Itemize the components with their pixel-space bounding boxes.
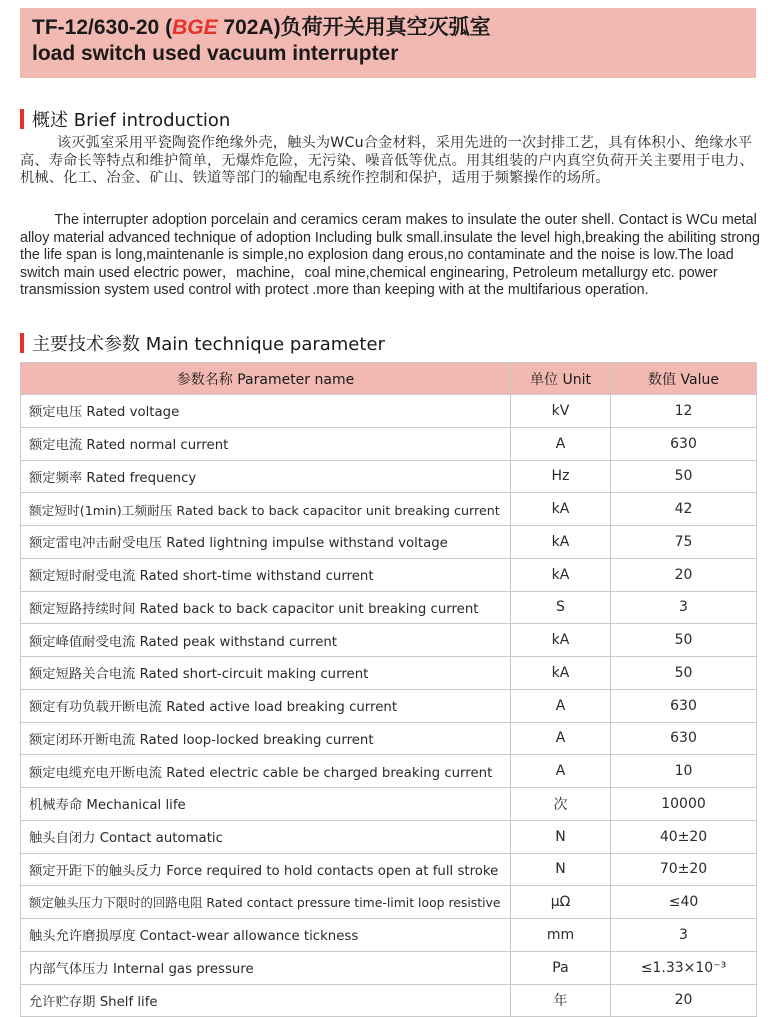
table-row xyxy=(21,526,757,559)
table-row xyxy=(21,395,757,428)
unit-cell: mm xyxy=(511,919,611,952)
title-banner xyxy=(20,8,756,78)
value-cell: 630 xyxy=(611,722,757,755)
unit-cell: kA xyxy=(511,657,611,690)
title-prefix: TF-12/630-20 ( xyxy=(32,16,173,39)
table-row xyxy=(21,591,757,624)
value-cell: 630 xyxy=(611,427,757,460)
intro-chinese-paragraph: 该灭弧室采用平瓷陶瓷作绝缘外壳，触头为WCu合金材料，采用先进的一次封排工艺，具有体积小、绝缘水平高、寿命长等特点和维护简单，无爆炸危险，无污染、噪音低等优点。用其组装的户内真空负荷开关主要用于电力、机械、化工、冶金、矿山、铁道等部门的输配电系统作控制和保护，适用于频繁操作的场所。 xyxy=(20,135,754,186)
unit-cell: A xyxy=(511,722,611,755)
page-subtitle: load switch used vacuum interrupter xyxy=(32,42,399,65)
table-body xyxy=(21,395,757,1017)
value-cell: 50 xyxy=(611,624,757,657)
table-row xyxy=(21,427,757,460)
table-row xyxy=(21,558,757,591)
parameter-name-cell: 额定电缆充电开断电流 Rated electric cable be charged breaking current xyxy=(21,755,511,788)
unit-cell: 次 xyxy=(511,788,611,821)
table-row xyxy=(21,788,757,821)
parameter-name-cell: 额定电流 Rated normal current xyxy=(21,427,511,460)
table-row xyxy=(21,886,757,919)
parameter-name-cell: 额定雷电冲击耐受电压 Rated lightning impulse withstand voltage xyxy=(21,526,511,559)
intro-heading xyxy=(20,107,230,131)
params-heading xyxy=(20,331,385,355)
value-cell: ≤40 xyxy=(611,886,757,919)
unit-cell: A xyxy=(511,755,611,788)
parameter-name-cell: 额定短时耐受电流 Rated short-time withstand current xyxy=(21,558,511,591)
parameter-name-cell: 额定短路持续时间 Rated back to back capacitor unit breaking current xyxy=(21,591,511,624)
table-row xyxy=(21,624,757,657)
parameter-name-cell: 额定短路关合电流 Rated short-circuit making current xyxy=(21,657,511,690)
value-cell: ≤1.33×10⁻³ xyxy=(611,951,757,984)
unit-cell: S xyxy=(511,591,611,624)
unit-cell: 年 xyxy=(511,984,611,1017)
table-row xyxy=(21,919,757,952)
value-cell: 50 xyxy=(611,657,757,690)
parameter-name-cell: 额定频率 Rated frequency xyxy=(21,460,511,493)
table-row xyxy=(21,820,757,853)
value-cell: 50 xyxy=(611,460,757,493)
table-row xyxy=(21,853,757,886)
table-header-row xyxy=(21,363,757,395)
section-marker xyxy=(20,109,24,129)
parameter-name-cell: 机械寿命 Mechanical life xyxy=(21,788,511,821)
column-header-unit: 单位 Unit xyxy=(511,363,611,395)
parameter-name-cell: 额定峰值耐受电流 Rated peak withstand current xyxy=(21,624,511,657)
unit-cell: kV xyxy=(511,395,611,428)
unit-cell: kA xyxy=(511,624,611,657)
value-cell: 630 xyxy=(611,689,757,722)
table-row xyxy=(21,689,757,722)
parameter-name-cell: 允许贮存期 Shelf life xyxy=(21,984,511,1017)
table-row xyxy=(21,493,757,526)
table-row xyxy=(21,755,757,788)
parameter-name-cell: 额定短时(1min)工频耐压 Rated back to back capacitor unit breaking current xyxy=(21,493,511,526)
unit-cell: μΩ xyxy=(511,886,611,919)
brand-logo: BGE xyxy=(172,16,218,39)
value-cell: 70±20 xyxy=(611,853,757,886)
table-row xyxy=(21,657,757,690)
column-header-value: 数值 Value xyxy=(611,363,757,395)
value-cell: 42 xyxy=(611,493,757,526)
parameter-name-cell: 额定电压 Rated voltage xyxy=(21,395,511,428)
unit-cell: N xyxy=(511,853,611,886)
section-marker xyxy=(20,333,24,353)
table-row xyxy=(21,951,757,984)
unit-cell: Hz xyxy=(511,460,611,493)
title-suffix: 702A)负荷开关用真空灭弧室 xyxy=(217,16,491,39)
value-cell: 3 xyxy=(611,919,757,952)
parameter-name-cell: 额定开距下的触头反力 Force required to hold contacts open at full stroke xyxy=(21,853,511,886)
parameter-name-cell: 额定触头压力下限时的回路电阻 Rated contact pressure time-limit loop resistive xyxy=(21,886,511,919)
table-row xyxy=(21,722,757,755)
table-row xyxy=(21,460,757,493)
parameter-name-cell: 额定闭环开断电流 Rated loop-locked breaking current xyxy=(21,722,511,755)
value-cell: 20 xyxy=(611,558,757,591)
parameter-name-cell: 触头自闭力 Contact automatic xyxy=(21,820,511,853)
value-cell: 40±20 xyxy=(611,820,757,853)
parameter-name-cell: 额定有功负载开断电流 Rated active load breaking current xyxy=(21,689,511,722)
value-cell: 10000 xyxy=(611,788,757,821)
value-cell: 12 xyxy=(611,395,757,428)
page-title xyxy=(32,14,756,41)
unit-cell: A xyxy=(511,427,611,460)
unit-cell: Pa xyxy=(511,951,611,984)
column-header-name: 参数名称 Parameter name xyxy=(21,363,511,395)
parameter-table xyxy=(20,362,757,1017)
value-cell: 10 xyxy=(611,755,757,788)
parameter-name-cell: 触头允许磨损厚度 Contact-wear allowance tickness xyxy=(21,919,511,952)
intro-heading-text: 概述 Brief introduction xyxy=(32,110,231,131)
value-cell: 75 xyxy=(611,526,757,559)
parameter-name-cell: 内部气体压力 Internal gas pressure xyxy=(21,951,511,984)
intro-english-paragraph: The interrupter adoption porcelain and ceramics ceram makes to insulate the outer shell. Contact is WCu metal alloy material advanced technique of adoption Including bulk small.insulate the level high,breaking the abiliting strong the life span is long,maintenanle is simple,no explosion dang erous,no contaminate and the noise is low.The load switch main used electric power，machine，coal mine,chemical enginearing, Petroleum metallurgy etc. power transmission system used control with protect .more than keeping with at the multifarious operation. xyxy=(20,212,760,299)
value-cell: 20 xyxy=(611,984,757,1017)
unit-cell: kA xyxy=(511,558,611,591)
table-row xyxy=(21,984,757,1017)
unit-cell: kA xyxy=(511,493,611,526)
value-cell: 3 xyxy=(611,591,757,624)
unit-cell: kA xyxy=(511,526,611,559)
params-heading-text: 主要技术参数 Main technique parameter xyxy=(32,334,385,355)
unit-cell: A xyxy=(511,689,611,722)
unit-cell: N xyxy=(511,820,611,853)
